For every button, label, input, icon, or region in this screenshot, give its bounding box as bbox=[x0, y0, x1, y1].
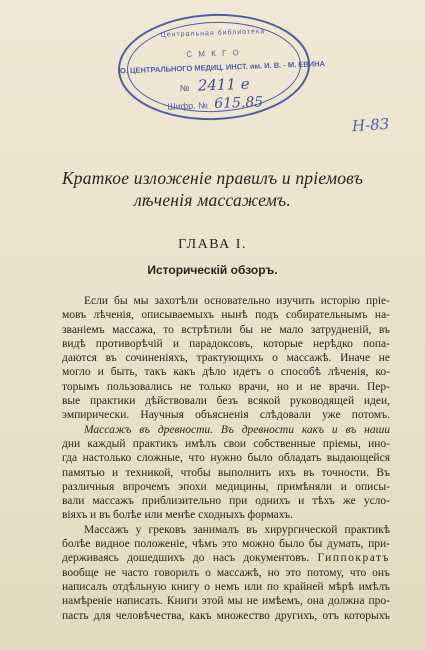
text-line: Массажъ у грековъ занималъ въ хирургической практикѣ bbox=[84, 523, 390, 536]
italic-lead-rest: въ древности. Въ древности какъ и въ наши bbox=[139, 423, 391, 436]
text-line bbox=[40, 551, 390, 565]
text-line: Если бы мы захотѣли основательно изучить исторiю прiе- bbox=[84, 295, 390, 307]
title-line-1: Краткое изложенiе правилъ и прiемовъ bbox=[61, 168, 364, 188]
paragraph-1 bbox=[40, 294, 390, 423]
stamp-library-text: О. ЦЕНТРАЛЬНОГО МЕДИЦ. ИНСТ. им. И. В. - М. ЕВИНА bbox=[119, 59, 326, 76]
text-line: эмпирически. Научныя объясненiя слѣдовали уже потомъ. bbox=[62, 409, 390, 422]
stamp-top-text: Центральная библиотека bbox=[160, 28, 266, 39]
text-line: написалъ отдѣльную книгу о немъ или по крайней мѣрѣ имѣлъ bbox=[62, 580, 390, 593]
text-line: вые практики дѣйствовали безъ всякой руководящей идеи, bbox=[62, 395, 390, 408]
stamp-number: 2411 е bbox=[197, 74, 250, 95]
stamp-number-label: № bbox=[179, 82, 190, 94]
pencil-catalog-mark: Н-83 bbox=[351, 114, 390, 136]
document-title bbox=[0, 167, 425, 211]
text-line: гда настолько сложные, что нужно было обладать выдающейся bbox=[62, 452, 390, 465]
title-line-2: лѣченiя массажемъ. bbox=[134, 190, 291, 210]
text-line bbox=[40, 423, 390, 437]
stamp-shelf-number: 615.85 bbox=[213, 94, 264, 113]
text-line: могло и быть, такъ какъ дѣло идетъ о способѣ лѣченiя, ко- bbox=[62, 366, 390, 379]
text-line: пасть для человѣчества, какъ множество другихъ, отъ которыхъ bbox=[62, 609, 390, 622]
text-line: мовъ лѣченiя, описываемыхъ нынѣ подъ собирательнымъ на- bbox=[62, 309, 390, 322]
text-line: различныя впрочемъ эпохи медицины, примѣняли и описы- bbox=[62, 480, 390, 493]
text-line: торымъ пользовались не только врачи, но и не врачи. Пер- bbox=[62, 380, 390, 393]
text-line: памятью и техникой, чтобы выполнить ихъ въ точности. Въ bbox=[62, 466, 390, 479]
section-heading: Историческiй обзоръ. bbox=[147, 263, 278, 277]
paragraph-2 bbox=[40, 423, 390, 523]
text-line: вiяхъ и въ болѣе или менѣе сходныхъ формахъ. bbox=[62, 509, 293, 522]
spaced-name: Гиппократъ bbox=[317, 552, 391, 565]
chapter-heading: ГЛАВА I. bbox=[178, 237, 247, 252]
text-line: званiемъ массажа, то встрѣтили бы не мало затрудненiй, въ bbox=[62, 323, 390, 336]
text-line: видѣ противорѣчiй и парадоксовъ, которые нерѣдко попа- bbox=[62, 337, 390, 350]
stamp-shelf-label: Шифр. № bbox=[167, 100, 208, 112]
stamp-org-text: С М К Г О bbox=[186, 48, 241, 59]
italic-lead: Массажъ bbox=[84, 423, 132, 436]
text-line: дни каждый практикъ имѣлъ свои собственные прiемы, ино- bbox=[62, 437, 390, 450]
text-line: даются въ сочиненiяхъ, трактующихъ о массажѣ. Иначе не bbox=[62, 352, 390, 365]
paragraph-3 bbox=[40, 523, 390, 623]
body-text bbox=[40, 294, 390, 623]
text-line: вообще не часто говорилъ о массажѣ, но это потому, что онъ bbox=[62, 566, 390, 579]
text-line: болѣе видное положенiе, чѣмъ это можно было бы думать, при- bbox=[62, 538, 390, 551]
text-fragment: держиваясь дошедшихъ до насъ документовъ. bbox=[62, 552, 310, 565]
text-line: намѣренiе написать. Книги этой мы не имѣемъ, она должна про- bbox=[62, 595, 390, 608]
library-stamp bbox=[116, 11, 326, 124]
text-line: вали массажъ приблизительно при однихъ и тѣхъ же усло- bbox=[62, 495, 390, 508]
